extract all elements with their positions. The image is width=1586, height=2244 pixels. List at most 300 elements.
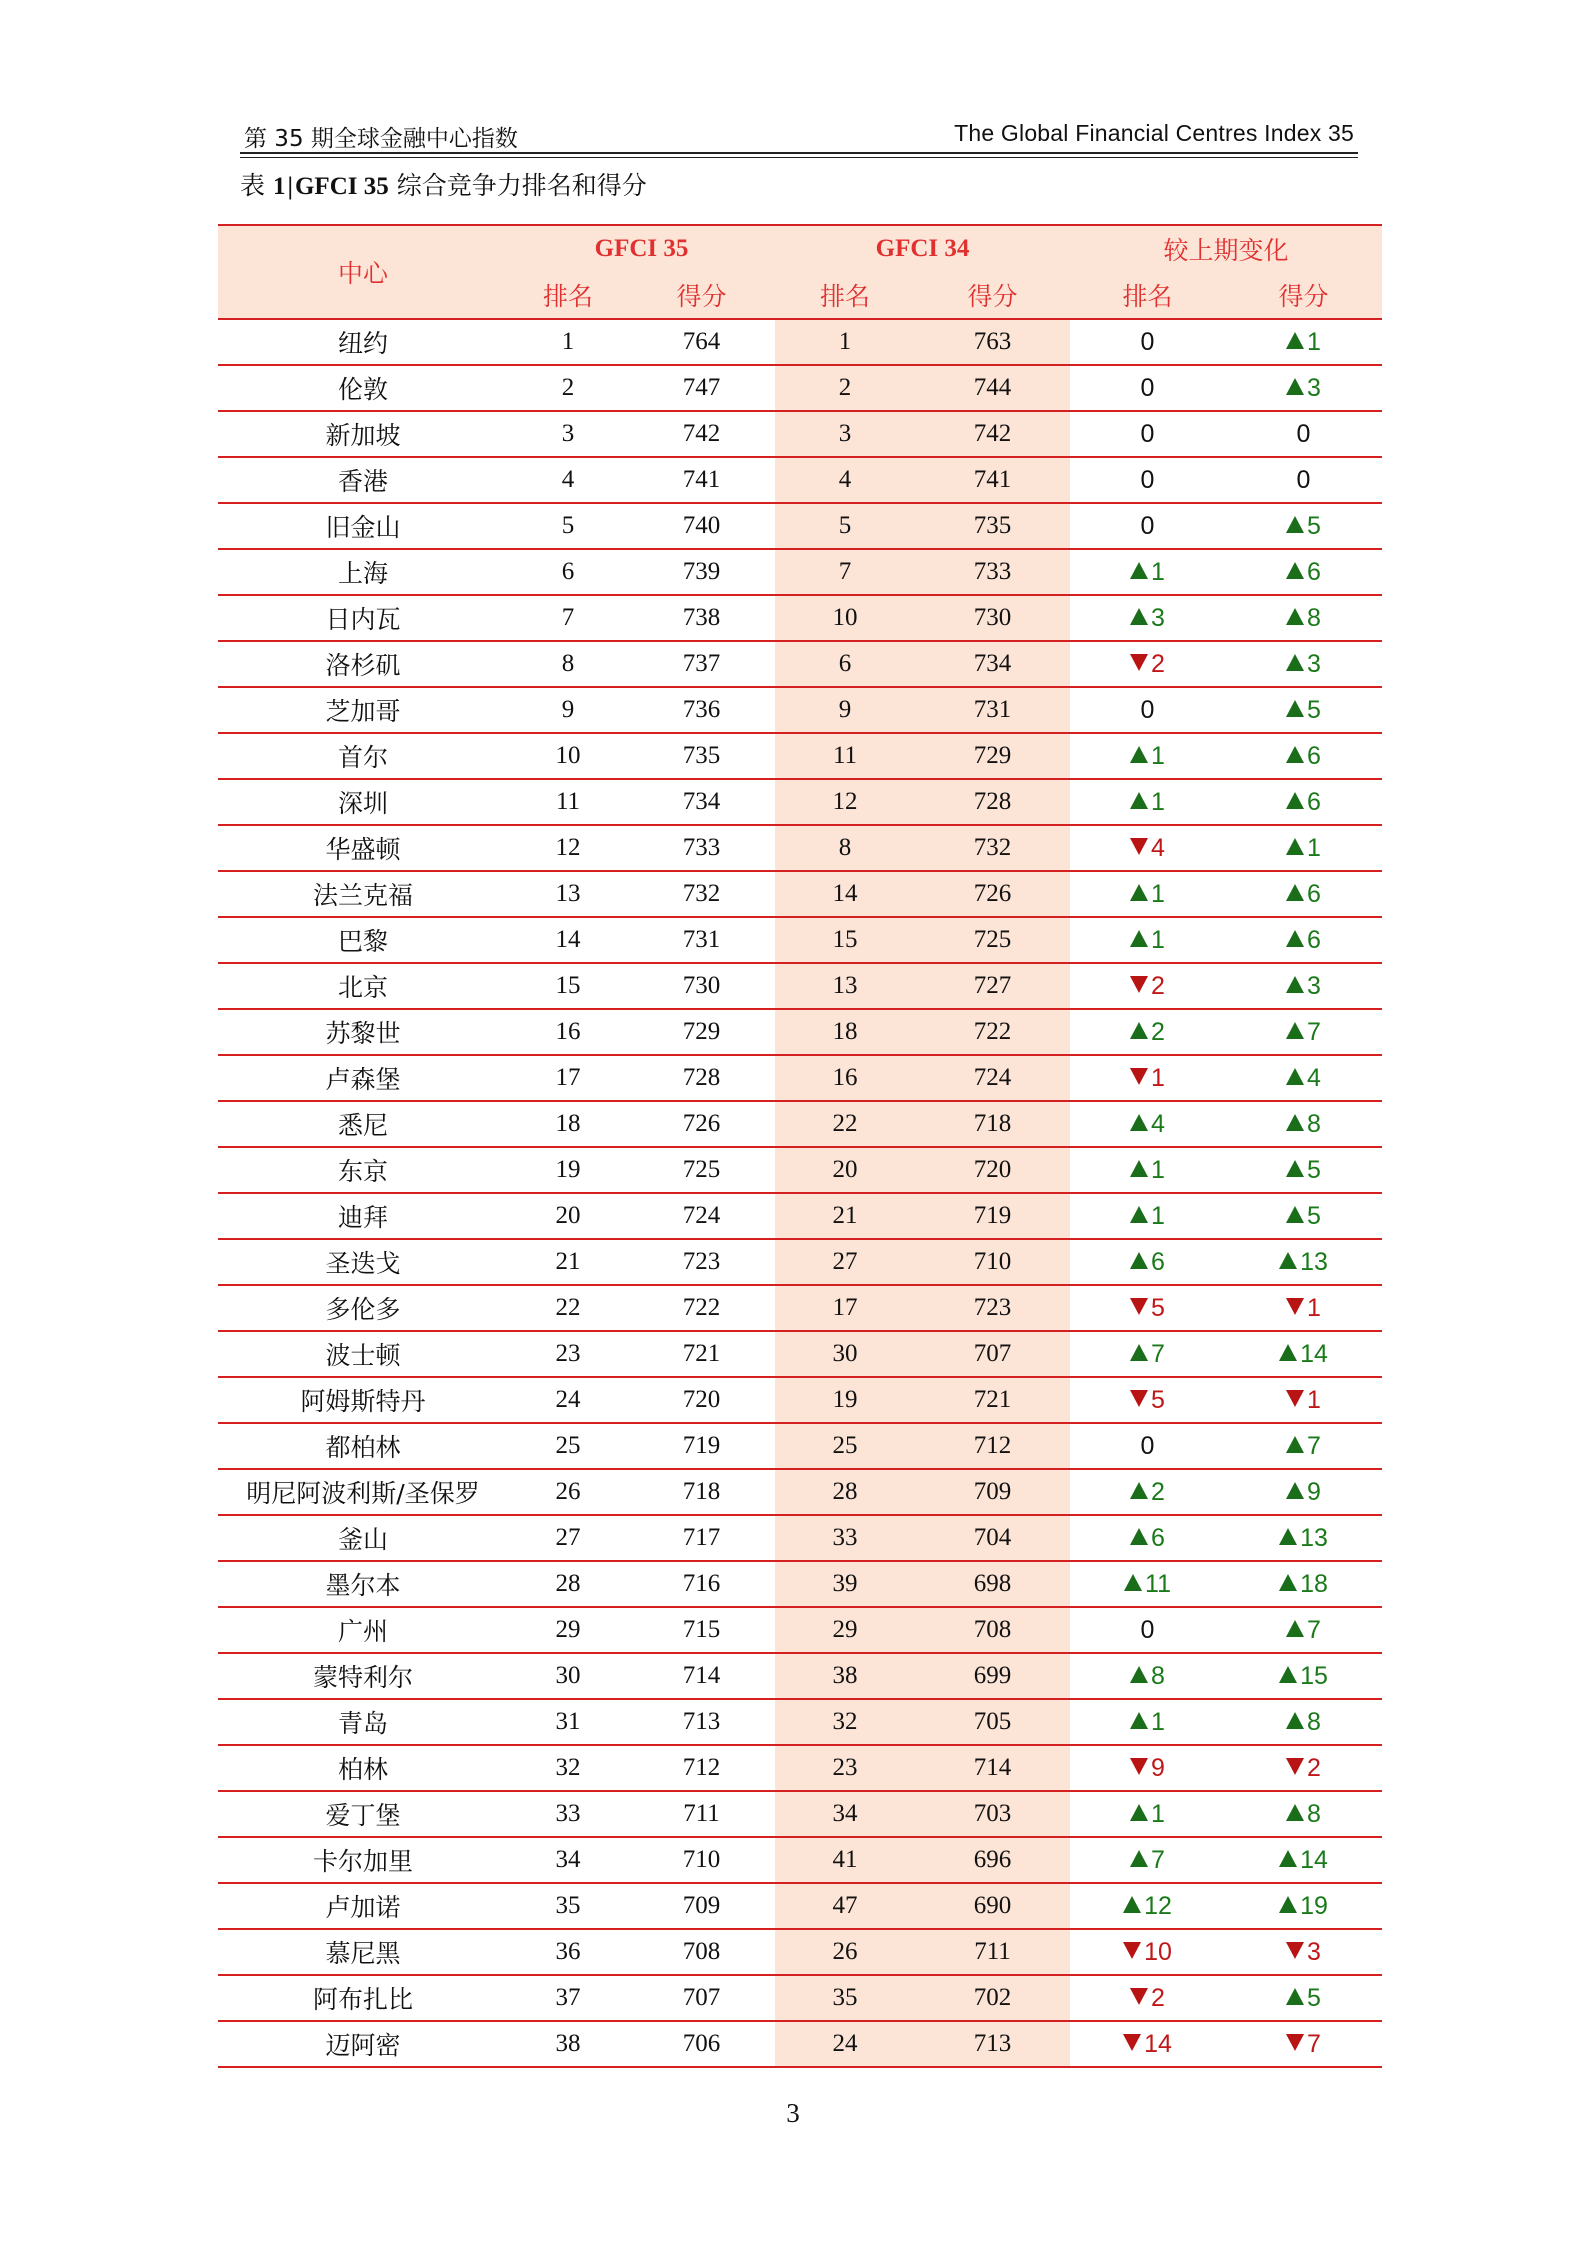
change-rank (1070, 963, 1225, 1009)
rank-35: 38 (508, 2021, 628, 2067)
table-row (218, 1423, 1382, 1469)
city-name: 上海 (218, 549, 508, 595)
change-value: 15 (1300, 1661, 1328, 1690)
header-title-en: The Global Financial Centres Index 35 (954, 120, 1354, 146)
change-value: 6 (1307, 787, 1321, 816)
change-value: 0 (1140, 327, 1155, 356)
score-35: 735 (628, 733, 775, 779)
table-row (218, 871, 1382, 917)
score-35: 716 (628, 1561, 775, 1607)
rank-34: 21 (775, 1193, 915, 1239)
rank-35: 19 (508, 1147, 628, 1193)
score-34: 763 (915, 319, 1070, 365)
table-row (218, 549, 1382, 595)
change-value: 3 (1307, 1937, 1321, 1966)
triangle-up-icon (1286, 700, 1304, 717)
change-rank (1070, 825, 1225, 871)
rank-35: 27 (508, 1515, 628, 1561)
change-value: 7 (1307, 2029, 1321, 2058)
change-rank (1070, 1561, 1225, 1607)
city-name: 悉尼 (218, 1101, 508, 1147)
change-score (1225, 825, 1382, 871)
score-35: 718 (628, 1469, 775, 1515)
change-value: 6 (1307, 879, 1321, 908)
change-score (1225, 963, 1382, 1009)
triangle-up-icon (1130, 1160, 1148, 1177)
triangle-up-icon (1286, 1114, 1304, 1131)
city-name: 卢加诺 (218, 1883, 508, 1929)
table-caption (240, 166, 647, 202)
triangle-up-icon (1286, 1482, 1304, 1499)
triangle-up-icon (1130, 562, 1148, 579)
score-34: 720 (915, 1147, 1070, 1193)
rank-34: 10 (775, 595, 915, 641)
triangle-up-icon (1279, 1252, 1297, 1269)
rank-35: 28 (508, 1561, 628, 1607)
change-value: 1 (1151, 1155, 1165, 1184)
change-rank (1070, 1055, 1225, 1101)
header-title-cn: 第 35 期全球金融中心指数 (244, 126, 518, 152)
header-rule (240, 152, 1358, 154)
triangle-up-icon (1286, 792, 1304, 809)
change-rank (1070, 1975, 1225, 2021)
group-header-gfci34: GFCI 34 (775, 225, 1070, 272)
subheader-score-35: 得分 (628, 272, 775, 319)
rank-35: 12 (508, 825, 628, 871)
table-row (218, 1837, 1382, 1883)
change-rank (1070, 503, 1225, 549)
triangle-up-icon (1286, 562, 1304, 579)
change-value: 18 (1300, 1569, 1328, 1598)
score-34: 727 (915, 963, 1070, 1009)
change-rank (1070, 1837, 1225, 1883)
score-35: 717 (628, 1515, 775, 1561)
table-row (218, 1285, 1382, 1331)
rank-35: 11 (508, 779, 628, 825)
rank-35: 30 (508, 1653, 628, 1699)
change-score (1225, 1331, 1382, 1377)
change-value: 1 (1151, 1707, 1165, 1736)
page-header (240, 116, 1358, 154)
change-value: 4 (1307, 1063, 1321, 1092)
rank-34: 34 (775, 1791, 915, 1837)
subheader-score-34: 得分 (915, 272, 1070, 319)
table-row (218, 595, 1382, 641)
city-name: 香港 (218, 457, 508, 503)
score-35: 711 (628, 1791, 775, 1837)
triangle-up-icon (1286, 1068, 1304, 1085)
triangle-up-icon (1279, 1344, 1297, 1361)
change-value: 6 (1307, 925, 1321, 954)
change-score (1225, 871, 1382, 917)
change-rank (1070, 411, 1225, 457)
triangle-up-icon (1130, 1022, 1148, 1039)
rank-35: 37 (508, 1975, 628, 2021)
score-34: 698 (915, 1561, 1070, 1607)
table-row (218, 457, 1382, 503)
city-name: 深圳 (218, 779, 508, 825)
score-34: 710 (915, 1239, 1070, 1285)
rank-35: 10 (508, 733, 628, 779)
score-34: 718 (915, 1101, 1070, 1147)
triangle-down-icon (1130, 1988, 1148, 2005)
change-value: 0 (1140, 419, 1155, 448)
rank-34: 20 (775, 1147, 915, 1193)
score-35: 740 (628, 503, 775, 549)
rank-35: 3 (508, 411, 628, 457)
change-score (1225, 687, 1382, 733)
rank-34: 9 (775, 687, 915, 733)
change-rank (1070, 2021, 1225, 2067)
subheader-score-change: 得分 (1225, 272, 1382, 319)
triangle-up-icon (1130, 930, 1148, 947)
triangle-down-icon (1130, 1068, 1148, 1085)
score-34: 708 (915, 1607, 1070, 1653)
table-row (218, 1791, 1382, 1837)
rank-34: 2 (775, 365, 915, 411)
triangle-up-icon (1286, 976, 1304, 993)
triangle-up-icon (1130, 1528, 1148, 1545)
score-34: 712 (915, 1423, 1070, 1469)
triangle-up-icon (1279, 1528, 1297, 1545)
triangle-down-icon (1130, 1390, 1148, 1407)
rank-34: 12 (775, 779, 915, 825)
city-name: 苏黎世 (218, 1009, 508, 1055)
city-name: 旧金山 (218, 503, 508, 549)
change-score (1225, 1469, 1382, 1515)
rank-34: 22 (775, 1101, 915, 1147)
table-row (218, 1147, 1382, 1193)
city-name: 迈阿密 (218, 2021, 508, 2067)
score-34: 744 (915, 365, 1070, 411)
score-34: 705 (915, 1699, 1070, 1745)
rank-34: 13 (775, 963, 915, 1009)
change-value: 0 (1140, 1615, 1155, 1644)
city-name: 阿布扎比 (218, 1975, 508, 2021)
rank-35: 25 (508, 1423, 628, 1469)
rank-35: 29 (508, 1607, 628, 1653)
rank-35: 9 (508, 687, 628, 733)
table-row (218, 1009, 1382, 1055)
triangle-up-icon (1286, 378, 1304, 395)
city-name: 圣迭戈 (218, 1239, 508, 1285)
change-value: 1 (1151, 557, 1165, 586)
rank-35: 17 (508, 1055, 628, 1101)
triangle-up-icon (1130, 1206, 1148, 1223)
city-name: 卢森堡 (218, 1055, 508, 1101)
score-35: 715 (628, 1607, 775, 1653)
change-value: 1 (1151, 741, 1165, 770)
change-value: 8 (1307, 603, 1321, 632)
triangle-up-icon (1130, 1666, 1148, 1683)
change-rank (1070, 1791, 1225, 1837)
page-number: 3 (786, 2098, 800, 2128)
rank-35: 35 (508, 1883, 628, 1929)
triangle-up-icon (1279, 1850, 1297, 1867)
rank-34: 30 (775, 1331, 915, 1377)
rank-34: 47 (775, 1883, 915, 1929)
change-value: 1 (1307, 327, 1321, 356)
rank-34: 15 (775, 917, 915, 963)
triangle-up-icon (1279, 1574, 1297, 1591)
change-rank (1070, 687, 1225, 733)
change-value: 8 (1307, 1109, 1321, 1138)
score-34: 730 (915, 595, 1070, 641)
score-34: 728 (915, 779, 1070, 825)
change-value: 3 (1307, 373, 1321, 402)
change-value: 12 (1144, 1891, 1172, 1920)
change-score (1225, 319, 1382, 365)
change-value: 5 (1307, 1155, 1321, 1184)
change-rank (1070, 1745, 1225, 1791)
score-34: 699 (915, 1653, 1070, 1699)
change-rank (1070, 641, 1225, 687)
score-34: 725 (915, 917, 1070, 963)
score-35: 730 (628, 963, 775, 1009)
rank-34: 14 (775, 871, 915, 917)
score-35: 764 (628, 319, 775, 365)
rank-35: 4 (508, 457, 628, 503)
city-name: 日内瓦 (218, 595, 508, 641)
change-rank (1070, 1239, 1225, 1285)
triangle-up-icon (1279, 1666, 1297, 1683)
rank-34: 27 (775, 1239, 915, 1285)
score-35: 714 (628, 1653, 775, 1699)
change-score (1225, 1285, 1382, 1331)
rank-35: 2 (508, 365, 628, 411)
change-value: 6 (1151, 1247, 1165, 1276)
city-name: 多伦多 (218, 1285, 508, 1331)
city-name: 柏林 (218, 1745, 508, 1791)
rank-35: 16 (508, 1009, 628, 1055)
score-35: 713 (628, 1699, 775, 1745)
rank-35: 23 (508, 1331, 628, 1377)
change-rank (1070, 1515, 1225, 1561)
triangle-down-icon (1130, 1758, 1148, 1775)
table-row (218, 1331, 1382, 1377)
rank-34: 28 (775, 1469, 915, 1515)
score-35: 722 (628, 1285, 775, 1331)
triangle-up-icon (1286, 1022, 1304, 1039)
score-35: 742 (628, 411, 775, 457)
score-35: 723 (628, 1239, 775, 1285)
change-value: 7 (1307, 1615, 1321, 1644)
score-35: 737 (628, 641, 775, 687)
change-value: 8 (1151, 1661, 1165, 1690)
score-34: 719 (915, 1193, 1070, 1239)
caption-title-cn: 综合竞争力排名和得分 (396, 171, 647, 200)
rank-34: 41 (775, 1837, 915, 1883)
triangle-up-icon (1286, 654, 1304, 671)
rank-34: 23 (775, 1745, 915, 1791)
change-rank (1070, 1469, 1225, 1515)
city-name: 伦敦 (218, 365, 508, 411)
change-rank (1070, 1009, 1225, 1055)
triangle-up-icon (1286, 1160, 1304, 1177)
triangle-up-icon (1123, 1896, 1141, 1913)
change-value: 3 (1151, 603, 1165, 632)
city-name: 东京 (218, 1147, 508, 1193)
change-score (1225, 641, 1382, 687)
change-value: 1 (1307, 1385, 1321, 1414)
change-value: 6 (1151, 1523, 1165, 1552)
score-35: 734 (628, 779, 775, 825)
change-score (1225, 1423, 1382, 1469)
triangle-up-icon (1130, 1344, 1148, 1361)
city-name: 慕尼黑 (218, 1929, 508, 1975)
change-value: 1 (1151, 1063, 1165, 1092)
change-value: 7 (1151, 1339, 1165, 1368)
change-rank (1070, 1285, 1225, 1331)
rank-35: 14 (508, 917, 628, 963)
city-name: 青岛 (218, 1699, 508, 1745)
change-rank (1070, 595, 1225, 641)
rank-34: 29 (775, 1607, 915, 1653)
change-score (1225, 1009, 1382, 1055)
triangle-down-icon (1130, 976, 1148, 993)
table-row (218, 1745, 1382, 1791)
triangle-up-icon (1286, 1206, 1304, 1223)
change-rank (1070, 1883, 1225, 1929)
score-35: 710 (628, 1837, 775, 1883)
city-name: 芝加哥 (218, 687, 508, 733)
city-name: 明尼阿波利斯/圣保罗 (218, 1469, 508, 1515)
change-value: 4 (1151, 833, 1165, 862)
score-35: 739 (628, 549, 775, 595)
triangle-up-icon (1286, 1712, 1304, 1729)
change-value: 6 (1307, 557, 1321, 586)
table-row (218, 2021, 1382, 2067)
rank-34: 1 (775, 319, 915, 365)
change-score (1225, 1055, 1382, 1101)
triangle-up-icon (1130, 608, 1148, 625)
city-name: 釜山 (218, 1515, 508, 1561)
caption-bar: | (287, 173, 293, 200)
table-row (218, 963, 1382, 1009)
triangle-up-icon (1286, 332, 1304, 349)
rank-34: 38 (775, 1653, 915, 1699)
col-center-header: 中心 (218, 225, 508, 319)
caption-number: 1 (272, 173, 286, 200)
rank-35: 5 (508, 503, 628, 549)
score-34: 714 (915, 1745, 1070, 1791)
table-row (218, 1929, 1382, 1975)
rank-35: 26 (508, 1469, 628, 1515)
change-rank (1070, 1147, 1225, 1193)
change-score (1225, 1193, 1382, 1239)
score-35: 736 (628, 687, 775, 733)
change-value: 5 (1307, 1201, 1321, 1230)
triangle-up-icon (1130, 1850, 1148, 1867)
change-value: 14 (1300, 1845, 1328, 1874)
score-34: 729 (915, 733, 1070, 779)
rank-35: 21 (508, 1239, 628, 1285)
change-value: 0 (1140, 373, 1155, 402)
score-34: 721 (915, 1377, 1070, 1423)
score-34: 734 (915, 641, 1070, 687)
score-35: 707 (628, 1975, 775, 2021)
score-35: 712 (628, 1745, 775, 1791)
change-value: 19 (1300, 1891, 1328, 1920)
city-name: 首尔 (218, 733, 508, 779)
change-score (1225, 1377, 1382, 1423)
change-score (1225, 733, 1382, 779)
score-35: 721 (628, 1331, 775, 1377)
table-row (218, 1469, 1382, 1515)
change-value: 1 (1151, 879, 1165, 908)
change-score (1225, 1101, 1382, 1147)
table-row (218, 1515, 1382, 1561)
change-score (1225, 1561, 1382, 1607)
change-value: 1 (1307, 833, 1321, 862)
triangle-down-icon (1123, 2034, 1141, 2051)
table-row (218, 411, 1382, 457)
score-34: 724 (915, 1055, 1070, 1101)
table-row (218, 917, 1382, 963)
rank-35: 20 (508, 1193, 628, 1239)
city-name: 蒙特利尔 (218, 1653, 508, 1699)
city-name: 巴黎 (218, 917, 508, 963)
score-34: 722 (915, 1009, 1070, 1055)
header-rule-thin (240, 157, 1358, 158)
change-value: 10 (1144, 1937, 1172, 1966)
rank-34: 26 (775, 1929, 915, 1975)
triangle-down-icon (1123, 1942, 1141, 1959)
change-value: 2 (1151, 1983, 1165, 2012)
rank-35: 18 (508, 1101, 628, 1147)
city-name: 爱丁堡 (218, 1791, 508, 1837)
triangle-up-icon (1130, 746, 1148, 763)
table-row (218, 1561, 1382, 1607)
change-value: 1 (1151, 787, 1165, 816)
score-34: 733 (915, 549, 1070, 595)
score-35: 724 (628, 1193, 775, 1239)
rank-34: 4 (775, 457, 915, 503)
rank-34: 19 (775, 1377, 915, 1423)
change-rank (1070, 1331, 1225, 1377)
change-value: 3 (1307, 971, 1321, 1000)
change-score (1225, 1653, 1382, 1699)
rank-35: 24 (508, 1377, 628, 1423)
rank-35: 31 (508, 1699, 628, 1745)
change-value: 8 (1307, 1707, 1321, 1736)
city-name: 迪拜 (218, 1193, 508, 1239)
score-34: 713 (915, 2021, 1070, 2067)
change-value: 4 (1151, 1109, 1165, 1138)
table-row (218, 503, 1382, 549)
triangle-up-icon (1286, 1436, 1304, 1453)
change-value: 8 (1307, 1799, 1321, 1828)
change-value: 7 (1307, 1017, 1321, 1046)
score-35: 726 (628, 1101, 775, 1147)
city-name: 墨尔本 (218, 1561, 508, 1607)
rank-35: 8 (508, 641, 628, 687)
rank-35: 15 (508, 963, 628, 1009)
table-row (218, 1377, 1382, 1423)
change-score (1225, 457, 1382, 503)
score-34: 707 (915, 1331, 1070, 1377)
change-value: 0 (1296, 465, 1311, 494)
change-score (1225, 549, 1382, 595)
triangle-up-icon (1130, 1712, 1148, 1729)
score-34: 723 (915, 1285, 1070, 1331)
table-row (218, 1975, 1382, 2021)
change-rank (1070, 365, 1225, 411)
triangle-up-icon (1279, 1896, 1297, 1913)
change-value: 0 (1140, 1431, 1155, 1460)
score-35: 741 (628, 457, 775, 503)
change-rank (1070, 1101, 1225, 1147)
